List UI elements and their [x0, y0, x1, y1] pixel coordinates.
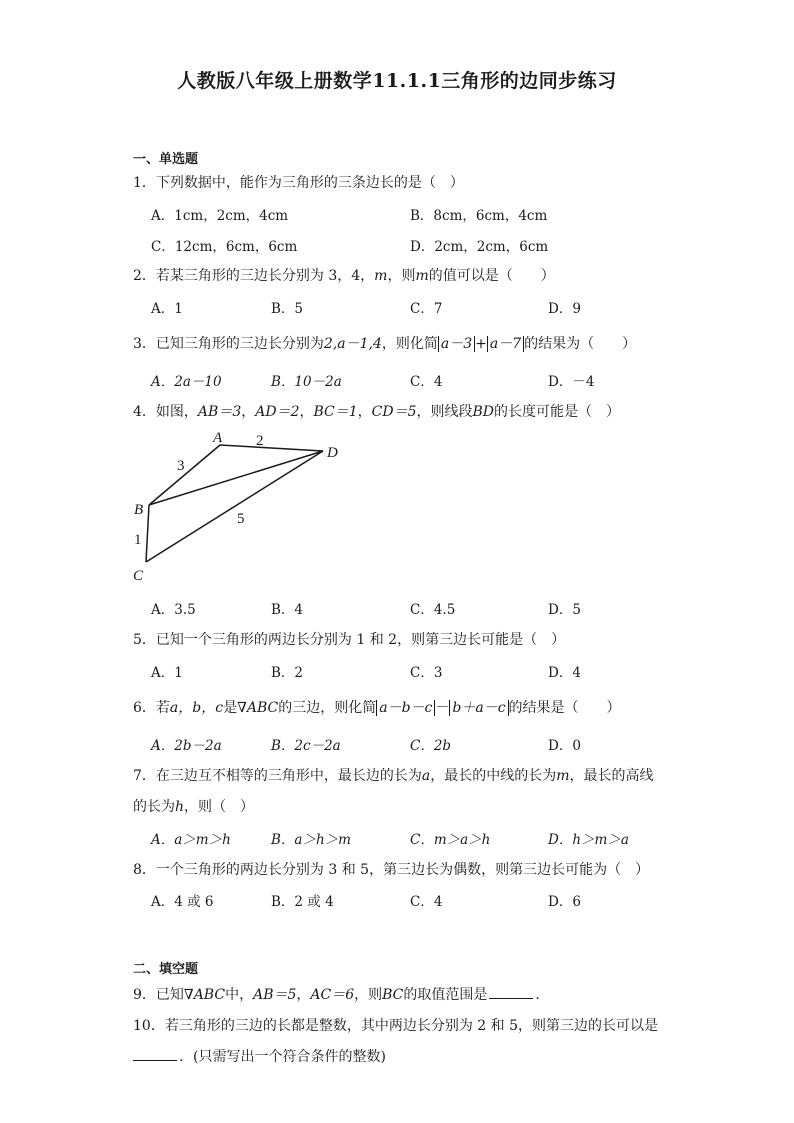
- question-7-line-1: [133, 765, 654, 785]
- q4-option-c[interactable]: C．4.5: [410, 602, 456, 618]
- q7-var-a: a: [421, 768, 431, 784]
- q8-option-a[interactable]: A．4 或 6: [151, 894, 214, 910]
- q8-option-d[interactable]: D．6: [548, 894, 581, 910]
- question-9: [133, 984, 540, 1004]
- q3-option-a[interactable]: A．2a－10: [151, 374, 222, 390]
- vertex-label-d: D: [327, 445, 338, 461]
- q9-text-end: .: [535, 987, 540, 1003]
- q2-option-c[interactable]: C．7: [410, 301, 443, 317]
- q3-option-c[interactable]: C．4: [410, 374, 443, 390]
- q6-text-mid1: 是: [223, 700, 238, 716]
- q9-text-mid1: 中，: [225, 987, 254, 1003]
- q10-answer-blank[interactable]: [133, 1048, 177, 1061]
- q6-abs-1: a－b－c: [376, 700, 435, 716]
- q6-option-d[interactable]: D．0: [548, 738, 581, 754]
- question-3: [133, 333, 636, 353]
- q4-cd: CD＝5: [371, 404, 417, 420]
- segment-bd: [149, 451, 323, 505]
- q5-option-a[interactable]: A．1: [151, 665, 183, 681]
- q5-option-c[interactable]: C．3: [410, 665, 443, 681]
- vertex-label-c: C: [133, 568, 144, 584]
- q7-var-h: h: [175, 799, 185, 815]
- q3-plus: +: [475, 336, 487, 352]
- q3-text-pre: 3．已知三角形的三边长分别为: [133, 336, 324, 352]
- length-label-ad: 2: [256, 433, 264, 449]
- q1-option-c[interactable]: C．12cm，6cm，6cm: [151, 239, 298, 255]
- question-10-line-2: [133, 1046, 386, 1066]
- q6-option-c[interactable]: C．2b: [410, 738, 452, 754]
- q6-option-a[interactable]: A．2b－2a: [151, 738, 222, 754]
- q4-text-post: 的长度可能是（ ）: [494, 404, 621, 420]
- q6-text-pre: 6．若: [133, 700, 170, 716]
- q2-text-pre: 2．若某三角形的三边长分别为 3，4，: [133, 268, 375, 284]
- q7-var-m: m: [556, 768, 570, 784]
- q4-bd: BD: [472, 404, 495, 420]
- q9-answer-blank[interactable]: [489, 986, 533, 999]
- q9-ac: AC＝6: [310, 987, 355, 1003]
- q7-option-d[interactable]: D．h＞m＞a: [548, 832, 629, 848]
- q3-sides: 2,a－1,4: [323, 336, 382, 352]
- q6-vars: a，b，c: [169, 700, 224, 716]
- question-5: 5．已知一个三角形的两边长分别为 1 和 2，则第三边长可能是（ ）: [133, 632, 566, 648]
- q6-text-mid2: 的三边，则化简: [278, 700, 377, 716]
- q9-bc: BC: [382, 987, 404, 1003]
- q4-bc: BC＝1: [313, 404, 358, 420]
- section-single-choice: 一、单选题: [133, 152, 199, 167]
- page-title: 人教版八年级上册数学11.1.1三角形的边同步练习: [177, 70, 617, 92]
- segment-ab: [149, 445, 220, 505]
- question-10-line-1: 10．若三角形的三边的长都是整数，其中两边长分别为 2 和 5，则第三边的长可以是: [133, 1018, 658, 1034]
- q9-ab: AB＝5: [253, 987, 297, 1003]
- q7-option-c[interactable]: C．m＞a＞h: [410, 832, 491, 848]
- q1-option-d[interactable]: D．2cm，2cm，6cm: [410, 239, 549, 255]
- question-8: 8．一个三角形的两边长分别为 3 和 5，第三边长为偶数，则第三边长可能为（ ）: [133, 862, 650, 878]
- q7-option-a[interactable]: A．a＞m＞h: [151, 832, 231, 848]
- q7-line2-pre: 的长为: [133, 799, 175, 815]
- q9-triangle: ∇ABC: [183, 987, 226, 1003]
- q2-option-d[interactable]: D．9: [548, 301, 581, 317]
- q1-option-a[interactable]: A．1cm，2cm，4cm: [151, 208, 289, 224]
- q8-option-c[interactable]: C．4: [410, 894, 443, 910]
- q4-ad: AD＝2: [255, 404, 300, 420]
- question-4: 4．如图，AB＝3，AD＝2，BC＝1，CD＝5，则线段BD的长度可能是（ ）: [133, 404, 621, 420]
- length-label-ab: 3: [177, 458, 185, 474]
- question-7-line-2: [133, 796, 254, 816]
- question-1: 1．下列数据中，能作为三角形的三条边长的是（ ）: [133, 175, 464, 191]
- q2-var-m: m: [374, 268, 388, 284]
- q3-option-b[interactable]: B．10－2a: [271, 374, 342, 390]
- q5-option-b[interactable]: B．2: [271, 665, 304, 681]
- q7-text-post: ，最长的高线: [569, 768, 654, 784]
- q4-option-d[interactable]: D．5: [548, 602, 581, 618]
- quadrilateral-figure: [128, 422, 358, 587]
- length-label-cd: 5: [237, 511, 245, 527]
- q3-abs-2: a－7: [487, 336, 524, 352]
- q6-text-post: 的结果是（ ）: [508, 700, 621, 716]
- q1-option-b[interactable]: B．8cm，6cm，4cm: [410, 208, 548, 224]
- q9-text-post: 的取值范围是: [403, 987, 488, 1003]
- q8-option-b[interactable]: B．2 或 4: [271, 894, 334, 910]
- q7-line2-post: ，则（ ）: [184, 799, 255, 815]
- vertex-label-b: B: [134, 502, 144, 518]
- q6-triangle: ∇ABC: [237, 700, 279, 716]
- q4-option-b[interactable]: B．4: [271, 602, 304, 618]
- q4-text-mid: ，则线段: [416, 404, 473, 420]
- q7-text-mid: ，最长的中线的长为: [430, 768, 557, 784]
- q3-abs-1: a－3: [438, 336, 475, 352]
- q7-option-b[interactable]: B．a＞h＞m: [271, 832, 351, 848]
- q4-ab: AB＝3: [197, 404, 242, 420]
- q2-var-m-2: m: [415, 268, 429, 284]
- q2-option-a[interactable]: A．1: [151, 301, 183, 317]
- q9-text-mid2: ，则: [354, 987, 383, 1003]
- q6-abs-2: b＋a－c: [449, 700, 508, 716]
- q2-text-post: 的值可以是（ ）: [428, 268, 555, 284]
- q7-text-pre: 7．在三边互不相等的三角形中，最长边的长为: [133, 768, 422, 784]
- q9-text-pre: 9．已知: [133, 987, 184, 1003]
- q2-text-mid: ，则: [387, 268, 416, 284]
- q2-option-b[interactable]: B．5: [271, 301, 304, 317]
- section-fill-in: 二、填空题: [133, 962, 199, 977]
- q3-text-post: 的结果为（ ）: [524, 336, 637, 352]
- question-2: [133, 265, 555, 285]
- q3-text-mid: ，则化简: [381, 336, 438, 352]
- q4-option-a[interactable]: A．3.5: [151, 602, 196, 618]
- q3-option-d[interactable]: D．－4: [548, 374, 595, 390]
- q6-minus: －: [435, 700, 450, 716]
- q4-text-pre: 4．如图，: [133, 404, 198, 420]
- segment-cd: [146, 451, 323, 562]
- q9-sep: ，: [296, 987, 311, 1003]
- q6-option-b[interactable]: B．2c－2a: [271, 738, 341, 754]
- vertex-label-a: A: [213, 430, 223, 446]
- length-label-bc: 1: [134, 532, 142, 548]
- segment-ad: [220, 445, 323, 451]
- segment-bc: [146, 505, 149, 562]
- question-6: [133, 697, 621, 717]
- q10-line2-post: ．(只需写出一个符合条件的整数): [179, 1049, 386, 1065]
- q5-option-d[interactable]: D．4: [548, 665, 581, 681]
